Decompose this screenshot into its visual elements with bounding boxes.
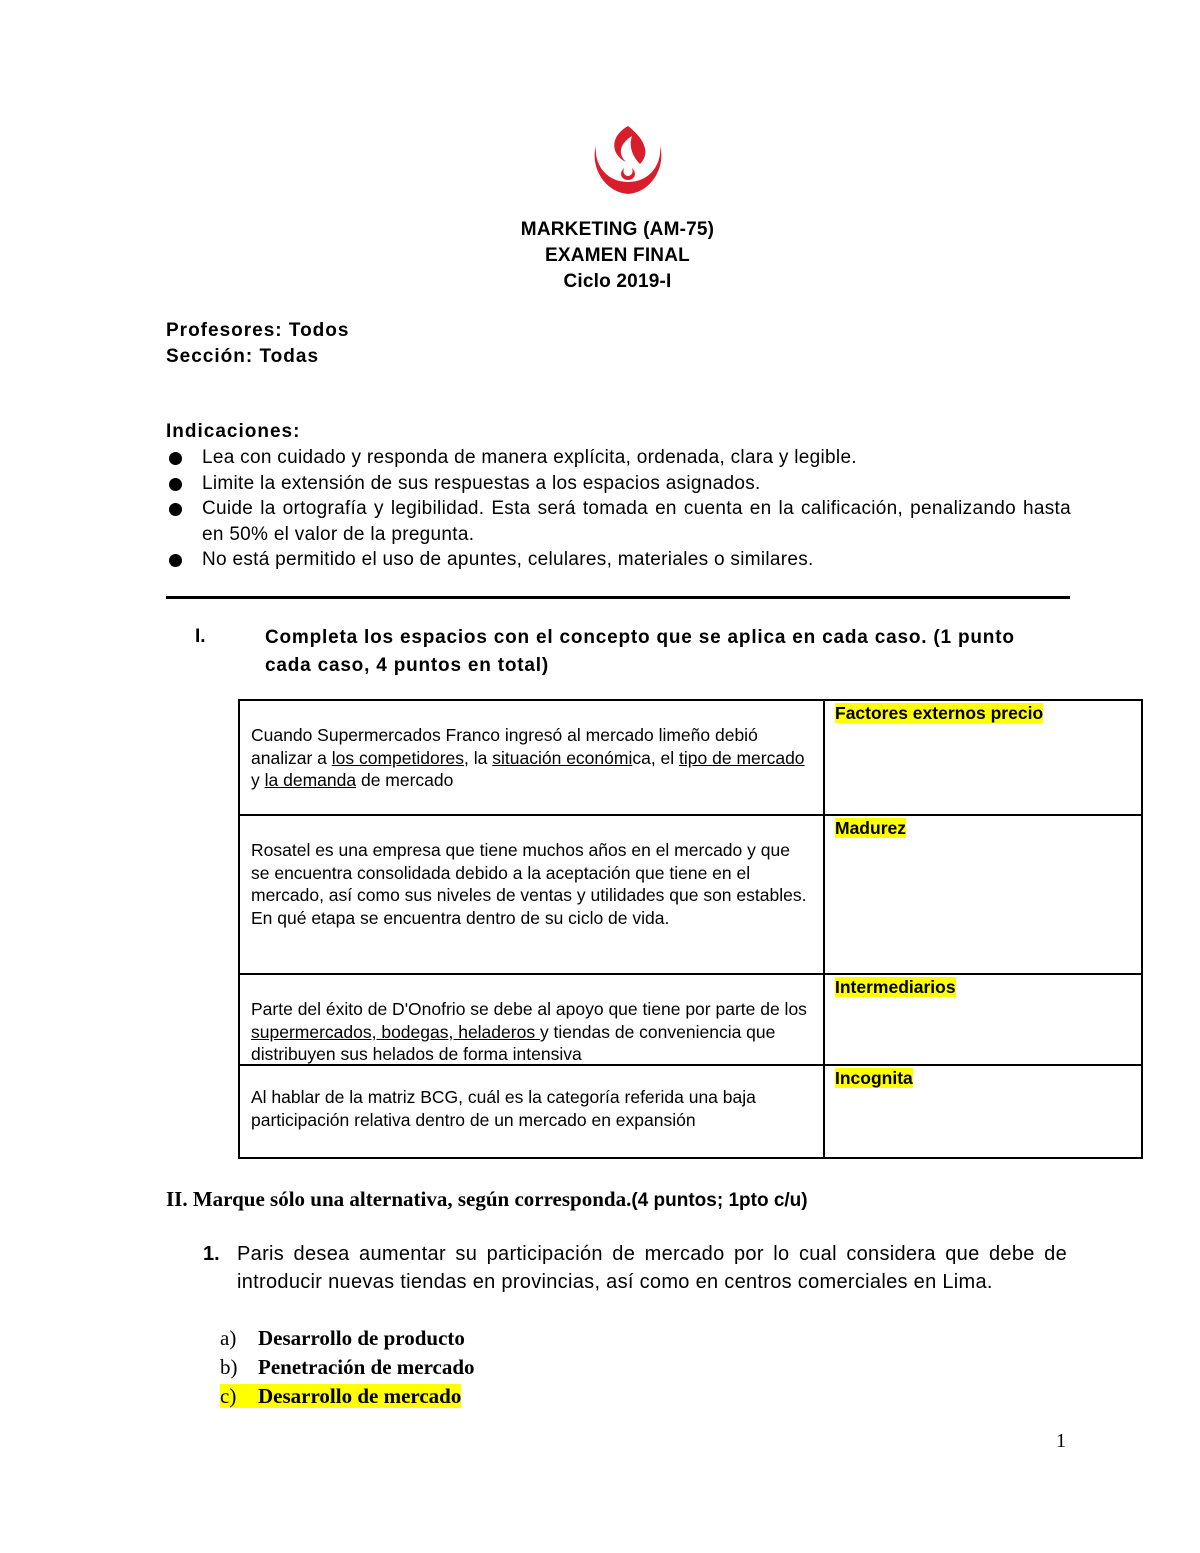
course-title: MARKETING (AM-75) xyxy=(520,219,715,240)
section1-number: I. xyxy=(195,626,206,647)
bullet-icon xyxy=(169,554,182,567)
case-answer: Incognita xyxy=(824,1065,1142,1158)
divider xyxy=(166,596,1070,599)
page-number: 1 xyxy=(1056,1430,1066,1452)
exam-title: EXAMEN FINAL xyxy=(545,245,690,266)
case-answer: Madurez xyxy=(824,815,1142,974)
table-row xyxy=(239,974,1142,1065)
bullet-icon xyxy=(169,478,182,491)
option-b[interactable] xyxy=(220,1355,475,1380)
bullet-icon xyxy=(169,452,182,465)
case-answer: Factores externos precio xyxy=(824,700,1142,815)
section2-title: II. Marque sólo una alternativa, según corresponda.(4 puntos; 1pto c/u) xyxy=(166,1187,808,1211)
cases-table xyxy=(238,699,1143,1159)
instructions-heading: Indicaciones: xyxy=(166,421,301,442)
option-c-selected[interactable] xyxy=(220,1384,461,1409)
case-question: Al hablar de la matriz BCG, cuál es la categoría referida una baja participación relativa dentro de un mercado en expansión xyxy=(239,1065,824,1158)
section1-title: Completa los espacios con el concepto que se aplica en cada caso. (1 punto cada caso, 4 puntos en total) xyxy=(265,627,1015,676)
university-logo-icon xyxy=(588,124,668,196)
case-question: Cuando Supermercados Franco ingresó al mercado limeño debió analizar a los competidores, la situación económica, el tipo de mercado y la demanda de mercado xyxy=(239,700,824,815)
bullet-icon xyxy=(169,503,182,516)
section-label: Sección: Todas xyxy=(166,346,320,367)
option-a[interactable] xyxy=(220,1326,465,1351)
case-question: Rosatel es una empresa que tiene muchos años en el mercado y que se encuentra consolidada debido a la aceptación que tiene en el mercado, así como sus niveles de ventas y utilidades que son estables. En qué etapa se encuentra dentro de su ciclo de vida. xyxy=(239,815,824,974)
option-letter: a) xyxy=(220,1326,237,1350)
list-item: No está permitido el uso de apuntes, celulares, materiales o similares. xyxy=(166,547,1071,573)
case-answer: Intermediarios xyxy=(824,974,1142,1065)
option-letter: c) xyxy=(220,1384,237,1408)
cycle-title: Ciclo 2019-I xyxy=(563,271,672,292)
question-text: Paris desea aumentar su participación de mercado por lo cual considera que debe de introducir nuevas tiendas en provincias, así como en centros comerciales en Lima. xyxy=(237,1243,1067,1293)
list-item: Limite la extensión de sus respuestas a los espacios asignados. xyxy=(166,471,1071,497)
professors-label: Profesores: Todos xyxy=(166,320,350,341)
option-letter: b) xyxy=(220,1355,238,1379)
table-row xyxy=(239,700,1142,815)
list-item: Lea con cuidado y responda de manera explícita, ordenada, clara y legible. xyxy=(166,445,1071,471)
case-question: Parte del éxito de D'Onofrio se debe al apoyo que tiene por parte de los supermercados, bodegas, heladeros y tiendas de conveniencia que distribuyen sus helados de forma intensiva xyxy=(239,974,824,1065)
option-text: Penetración de mercado xyxy=(258,1355,475,1379)
list-item: Cuide la ortografía y legibilidad. Esta será tomada en cuenta en la calificación, penalizando hasta en 50% el valor de la pregunta. xyxy=(166,496,1071,547)
table-row xyxy=(239,1065,1142,1158)
option-text: Desarrollo de mercado xyxy=(258,1384,462,1408)
question-number: 1. xyxy=(203,1243,220,1265)
instructions-list xyxy=(166,445,1071,573)
table-row xyxy=(239,815,1142,974)
option-text: Desarrollo de producto xyxy=(258,1326,465,1350)
